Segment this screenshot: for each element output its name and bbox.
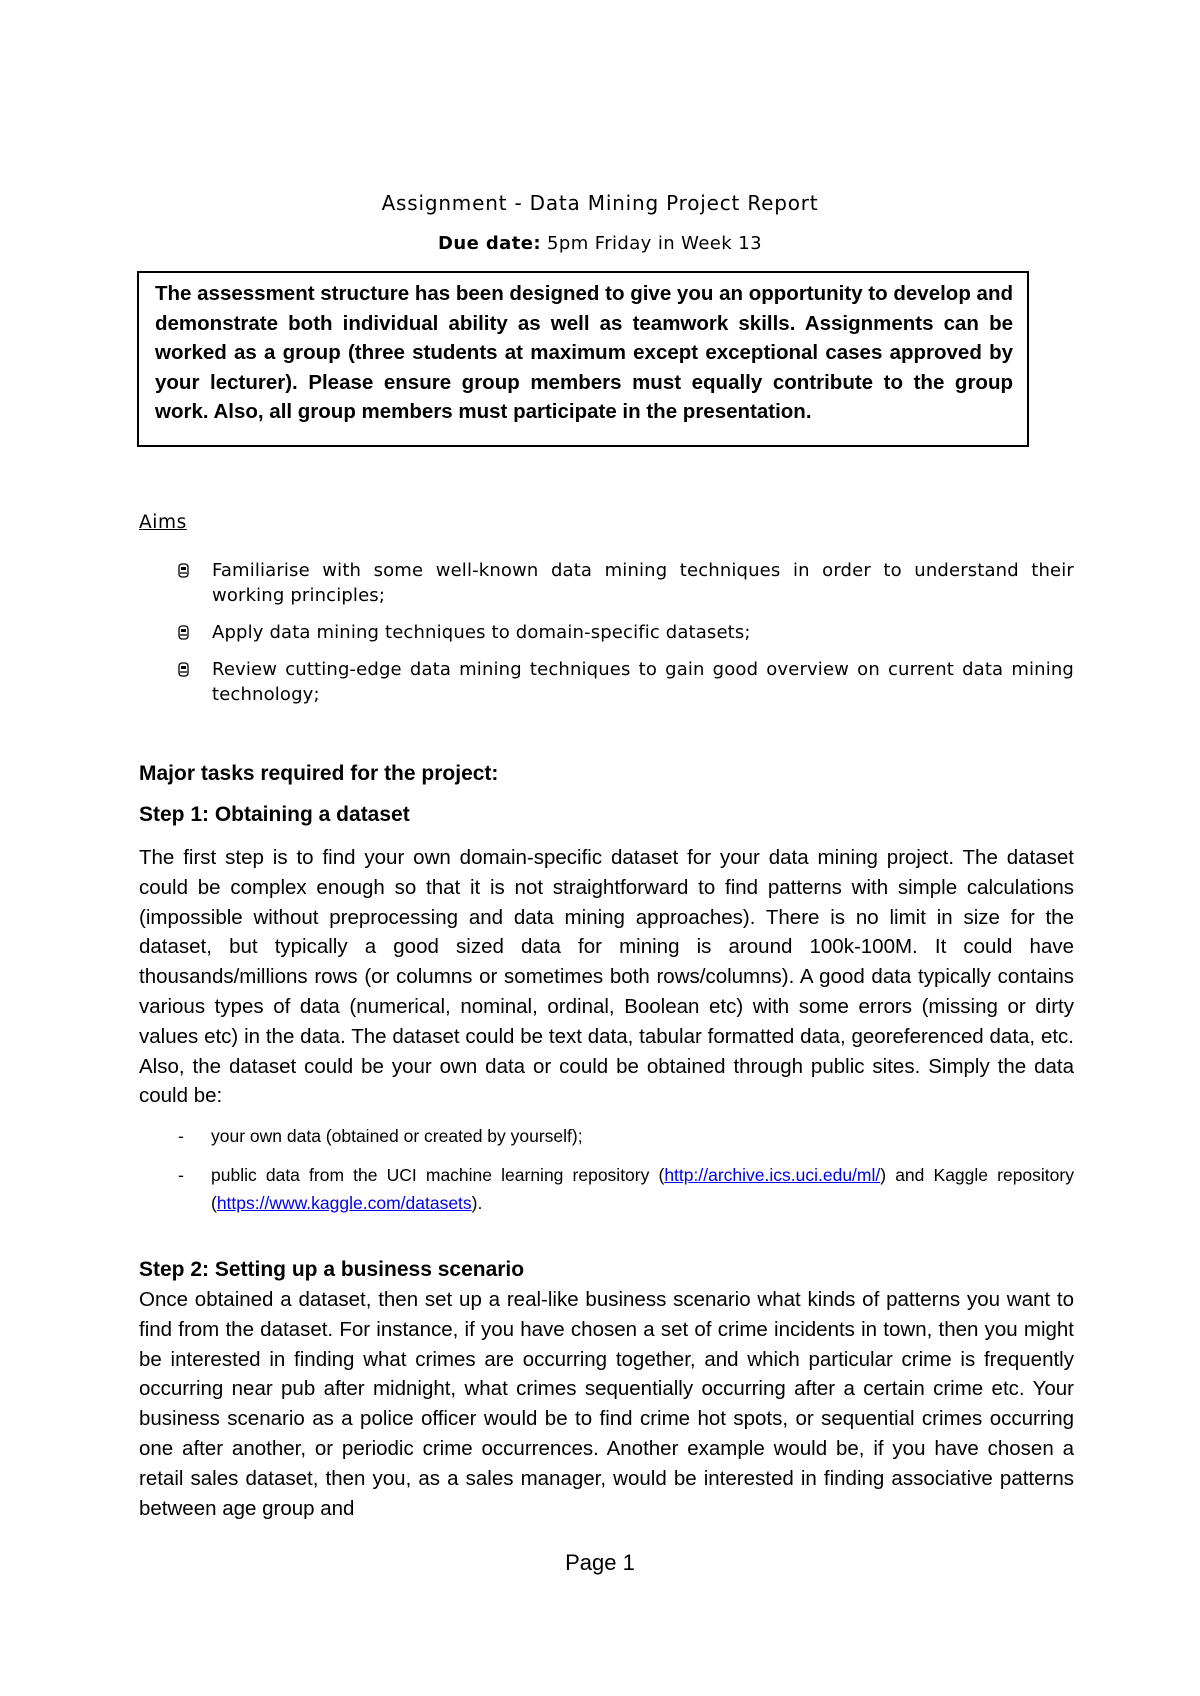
data-source-own: your own data (obtained or created by yourself);: [211, 1126, 583, 1146]
assessment-notice-box: [137, 271, 1029, 447]
due-date-value: 5pm Friday in Week 13: [547, 233, 762, 254]
aims-list: [178, 558, 1074, 719]
dash-bullet: -: [178, 1126, 184, 1146]
step1-paragraph: The first step is to find your own domain-specific dataset for your data mining project. The dataset could be complex enough so that it is not straightforward to find patterns with simple calculations (impossible without preprocessing and data mining approaches). There is no limit in size for the dataset, but typically a good sized data for mining is around 100k-100M. It could have thousands/millions rows (or columns or sometimes both rows/columns). A good data typically contains various types of data (numerical, nominal, ordinal, Boolean etc) with some errors (missing or dirty values etc) in the data. The dataset could be text data, tabular formatted data, georeferenced data, etc. Also, the dataset could be your own data or could be obtained through public sites. Simply the data could be:: [139, 846, 1074, 1108]
major-tasks-heading: Major tasks required for the project:: [139, 762, 499, 785]
step2-heading: Step 2: Setting up a business scenario: [139, 1258, 525, 1281]
step1-heading: Step 1: Obtaining a dataset: [139, 803, 410, 826]
kaggle-repository-link[interactable]: https://www.kaggle.com/datasets: [216, 1193, 472, 1213]
aim-item-text: Review cutting-edge data mining techniques to gain good overview on current data mining technology;: [212, 659, 1074, 705]
due-date-line: [0, 233, 1200, 254]
assessment-notice-text: The assessment structure has been designed to give you an opportunity to develop and demonstrate both individual ability as well as teamwork skills. Assignments can be worked as a group (three students at maximum except exceptional cases approved by your lecturer). Please ensure group members must equally contribute to the group work. Also, all group members must participate in the presentation.: [155, 282, 1013, 423]
aim-item: [178, 657, 1074, 707]
data-source-item: [178, 1122, 1074, 1151]
aim-item-text: Familiarise with some well-known data mining techniques in order to understand their working principles;: [212, 560, 1074, 606]
aim-item: [178, 620, 1074, 645]
due-date-label: Due date:: [438, 233, 541, 254]
page-number: Page 1: [565, 1550, 635, 1575]
bullet-icon: [178, 662, 189, 677]
uci-repository-link[interactable]: http://archive.ics.uci.edu/ml/: [664, 1164, 881, 1185]
aim-item-text: Apply data mining techniques to domain-specific datasets;: [212, 622, 751, 643]
data-source-list: [178, 1122, 1074, 1228]
bullet-icon: [178, 625, 189, 640]
data-source-public-middle: ) and Kaggle repository (: [211, 1164, 1074, 1213]
aims-heading: Aims: [139, 512, 187, 533]
data-source-item: [178, 1161, 1074, 1218]
aim-item: [178, 558, 1074, 608]
document-title: Assignment - Data Mining Project Report: [381, 191, 819, 215]
data-source-public-prefix: public data from the UCI machine learning repository (: [211, 1164, 665, 1185]
bullet-icon: [178, 563, 189, 578]
dash-bullet: -: [178, 1164, 184, 1185]
step2-paragraph: Once obtained a dataset, then set up a real-like business scenario what kinds of patterns you want to find from the dataset. For instance, if you have chosen a set of crime incidents in town, then you might be interested in finding what crimes are occurring together, and which particular crime is frequently occurring near pub after midnight, what crimes sequentially occurring after a certain crime etc. Your business scenario as a police officer would be to find crime hot spots, or sequential crimes occurring one after another, or periodic crime occurrences. Another example would be, if you have chosen a retail sales dataset, then you, as a sales manager, would be interested in finding associative patterns between age group and: [139, 1288, 1074, 1520]
data-source-public-suffix: ).: [471, 1193, 483, 1213]
